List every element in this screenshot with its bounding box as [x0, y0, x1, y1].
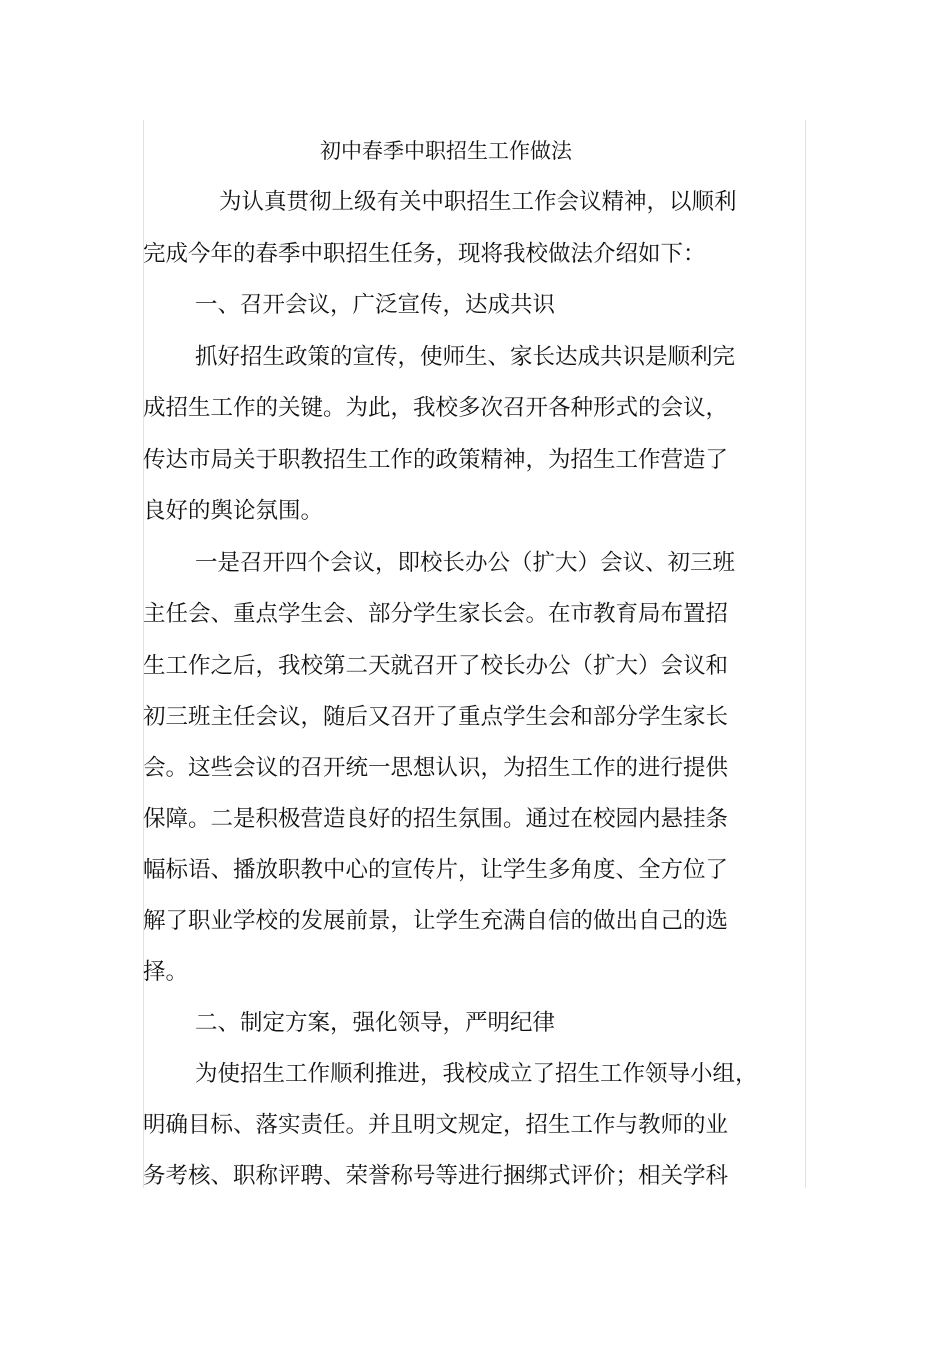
text-line-1: 为认真贯彻上级有关中职招生工作会议精神，以顺利 [219, 189, 737, 215]
text-line-16: 择。 [143, 959, 189, 985]
text-line-7: 良好的舆论氛围。 [143, 498, 324, 524]
text-line-19: 明确目标、落实责任。并且明文规定，招生工作与教师的业 [143, 1112, 729, 1138]
text-line-9: 主任会、重点学生会、部分学生家长会。在市教育局布置招 [143, 601, 729, 627]
text-line-18: 为使招生工作顺利推进，我校成立了招生工作领导小组， [195, 1061, 758, 1087]
text-line-6: 传达市局关于职教招生工作的政策精神，为招生工作营造了 [143, 447, 729, 473]
text-line-4: 抓好招生政策的宣传，使师生、家长达成共识是顺利完 [195, 344, 736, 370]
document-title: 初中春季中职招生工作做法 [320, 139, 572, 163]
section-heading-2: 二、制定方案，强化领导，严明纪律 [195, 1010, 556, 1036]
text-line-20: 务考核、职称评聘、荣誉称号等进行捆绑式评价；相关学科 [143, 1163, 729, 1189]
text-line-2: 完成今年的春季中职招生任务，现将我校做法介绍如下： [143, 241, 706, 267]
text-line-14: 幅标语、播放职教中心的宣传片，让学生多角度、全方位了 [143, 857, 729, 883]
text-line-13: 保障。二是积极营造良好的招生氛围。通过在校园内悬挂条 [143, 806, 729, 832]
text-line-12: 会。这些会议的召开统一思想认识，为招生工作的进行提供 [143, 755, 729, 781]
text-line-11: 初三班主任会议，随后又召开了重点学生会和部分学生家长 [143, 704, 729, 730]
text-line-15: 解了职业学校的发展前景，让学生充满自信的做出自己的选 [143, 908, 729, 934]
text-line-5: 成招生工作的关键。为此，我校多次召开各种形式的会议， [143, 395, 729, 421]
text-line-8: 一是召开四个会议，即校长办公（扩大）会议、初三班 [195, 550, 736, 576]
section-heading-1: 一、召开会议，广泛宣传，达成共识 [195, 292, 556, 318]
text-line-10: 生工作之后，我校第二天就召开了校长办公（扩大）会议和 [143, 653, 729, 679]
